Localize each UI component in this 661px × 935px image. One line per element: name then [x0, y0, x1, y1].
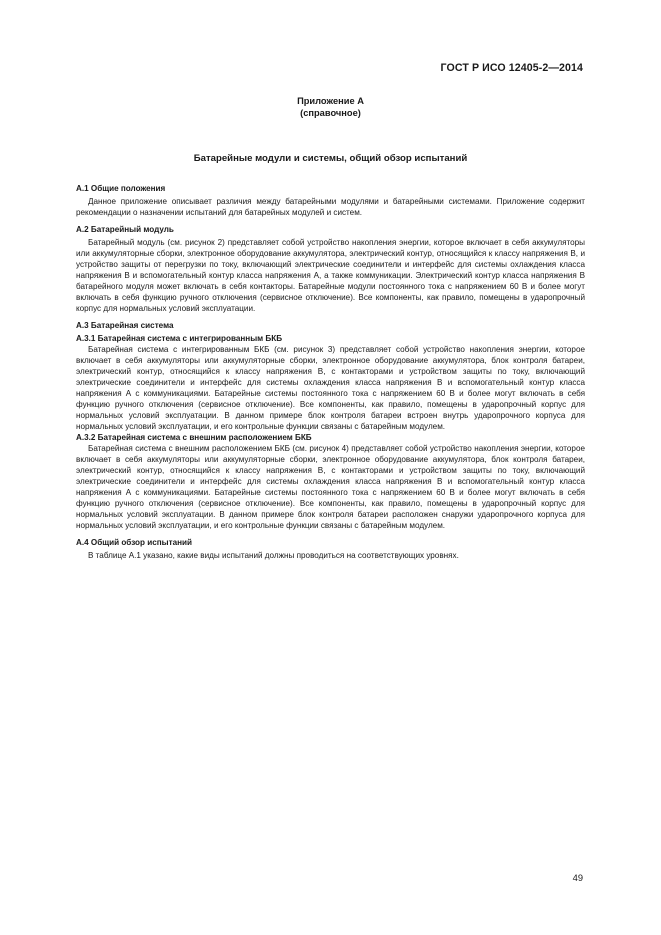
section-heading-a4: А.4 Общий обзор испытаний	[76, 538, 192, 547]
subsection-heading-a32: А.3.2 Батарейная система с внешним расположением БКБ	[76, 433, 312, 442]
annex-label: Приложение А	[297, 96, 364, 106]
subsection-text-a31: Батарейная система с интегрированным БКБ (см. рисунок 3) представляет собой устройство накопления энергии, которое включает в себя аккумуляторы или аккумуляторные сборки, электронное оборудование аккумулятора, блок контроля батареи, электрический контур, относящийся к классу напряжения В, с контакторами и устройством защиты по току, включающий электрические соединители и интерфейс для системы охлаждения класса напряжения В и вспомогательный контур класса напряжения А с коммуникациями. Батарейные системы постоянного тока с напряжением 60 В и более могут включать в себя функцию ручного отключения (сервисное отключение). Все компоненты, как правило, помещены в ударопрочный корпус для нормальных условий эксплуатации. В данном примере блок контроля батареи встроен внутрь ударопрочного корпуса для нормальных условий эксплуатации, и его контрольные функции связаны с батарейным модулем.	[76, 345, 585, 431]
subsection-heading-a31: А.3.1 Батарейная система с интегрированным БКБ	[76, 334, 283, 343]
page-number: 49	[572, 873, 583, 883]
section-heading-a2: А.2 Батарейный модуль	[76, 225, 174, 234]
annex-title: Батарейные модули и системы, общий обзор испытаний	[193, 153, 468, 164]
document-body	[76, 183, 585, 561]
annex-heading	[0, 95, 661, 119]
subsection-text-a32: Батарейная система с внешним расположением БКБ (см. рисунок 4) представляет собой устройство накопления энергии, которое включает в себя аккумуляторы или аккумуляторные сборки, электронное оборудование аккумулятора, блок контроля батареи, электрический контур, относящийся к классу напряжения В, с контакторами и устройством защиты по току, включающий электрические соединители и интерфейс для системы охлаждения класса напряжения В и вспомогательный контур класса напряжения А с коммуникациями. Батарейные системы постоянного тока с напряжением 60 В и более могут включать в себя функцию ручного отключения (сервисное отключение). Все компоненты, как правило, помещены в ударопрочный корпус для нормальных условий эксплуатации. В данном примере блок контроля батареи расположен снаружи ударопрочного корпуса для нормальных условий эксплуатации, и его контрольные функции связаны с батарейным модулем.	[76, 444, 585, 530]
annex-type: (справочное)	[300, 108, 361, 118]
section-text-a1: Данное приложение описывает различия между батарейными модулями и батарейными системами. Приложение содержит рекомендации о назначении испытаний для батарейных модулей и систем.	[76, 197, 585, 217]
section-heading-a3: А.3 Батарейная система	[76, 321, 174, 330]
section-text-a2: Батарейный модуль (см. рисунок 2) представляет собой устройство накопления энергии, которое включает в себя аккумуляторы или аккумуляторные сборки, электронное оборудование аккумулятора, электрический контур, относящийся к классу напряжения В, и устройство защиты от перегрузки по току, включающий электрические соединители и интерфейс для системы охлаждения класса напряжения В и вспомогательный контур класса напряжения А, а также коммуникации. Электрический контур класса напряжения В батарейного модуля может включать в себя контакторы. Батарейные модули постоянного тока с напряжением 60 В и более могут включать в себя функцию ручного отключения (сервисное отключение). Все компоненты, как правило, помещены в ударопрочный корпус для нормальных условий эксплуатации.	[76, 238, 585, 313]
section-text-a4: В таблице А.1 указано, какие виды испытаний должны проводиться на соответствующих уровнях.	[88, 551, 459, 560]
section-heading-a1: А.1 Общие положения	[76, 184, 166, 193]
document-header: ГОСТ Р ИСО 12405-2—2014	[440, 62, 583, 74]
